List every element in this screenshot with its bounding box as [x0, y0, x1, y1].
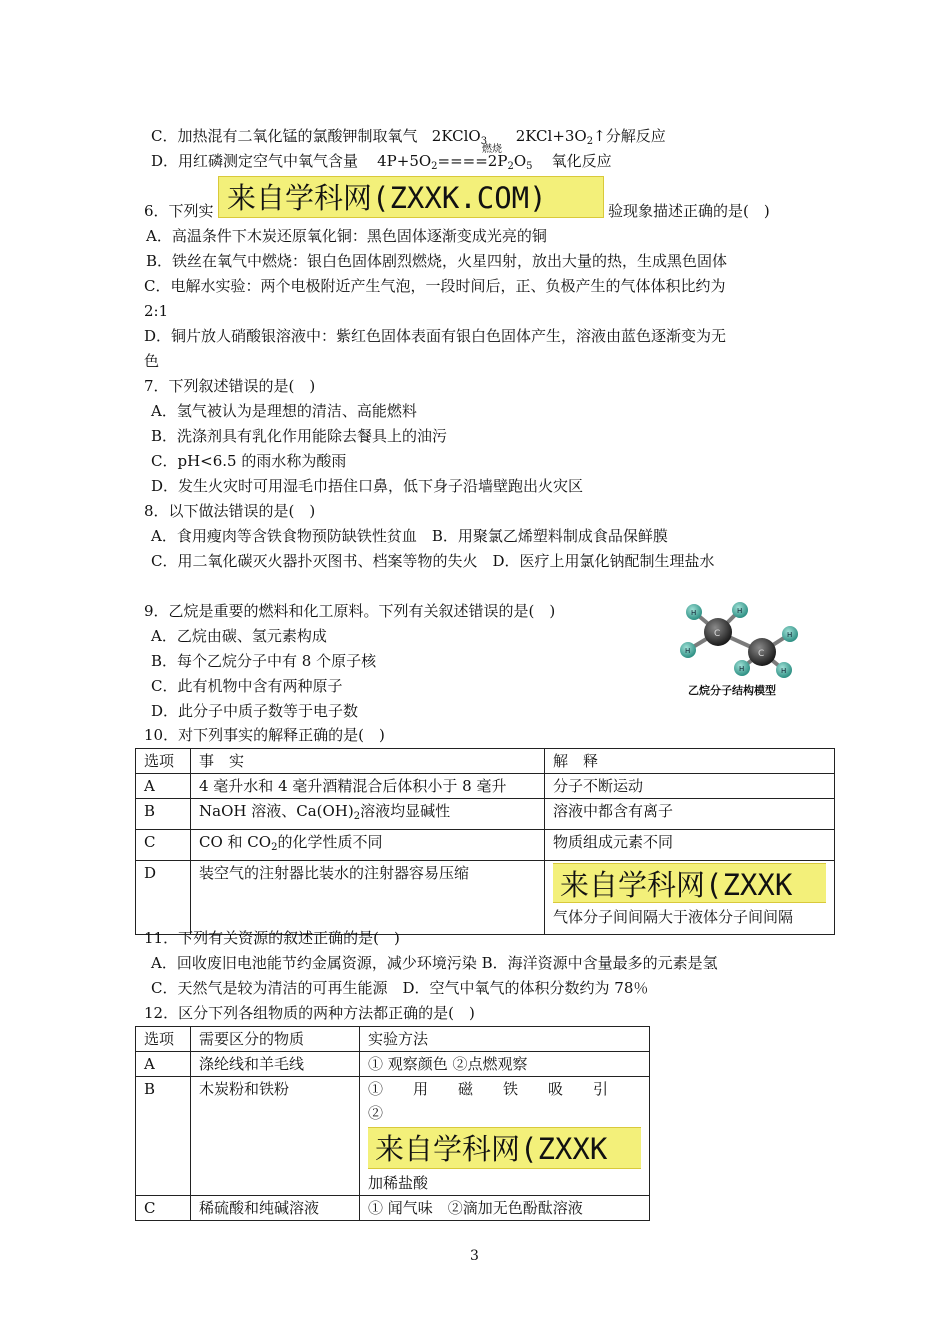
q6-option-a: A．高温条件下木炭还原氧化铜：黑色固体逐渐变成光亮的铜	[146, 227, 547, 245]
hydrogen-atom	[732, 602, 748, 618]
svg-text:H: H	[737, 607, 743, 615]
q9-option-a: A．乙烷由碳、氢元素构成	[151, 627, 327, 645]
q6-option-b: B．铁丝在氧气中燃烧：银白色固体剧烈燃烧，火星四射，放出大量的热，生成黑色固体	[146, 252, 728, 270]
ethane-molecule-figure	[672, 600, 812, 682]
q6-option-d-cont: 色	[144, 352, 160, 370]
q5-condition-label: 燃烧	[482, 144, 502, 155]
table-header: 实验方法	[360, 1027, 650, 1052]
table-header: 事 实	[191, 749, 545, 774]
carbon-atom	[704, 618, 732, 646]
table-cell: B	[136, 1077, 191, 1196]
page-number: 3	[470, 1248, 479, 1264]
table-row	[136, 1196, 650, 1221]
table-row	[136, 830, 835, 861]
table-row	[136, 1077, 650, 1196]
q6-option-c-cont: 2:1	[144, 302, 169, 320]
svg-text:H: H	[691, 609, 697, 617]
q7-option-d: D．发生火灾时可用湿毛巾捂住口鼻，低下身子沿墙壁跑出火灾区	[151, 477, 584, 495]
svg-text:C: C	[758, 649, 765, 659]
table-header-row	[136, 1027, 650, 1052]
q7-option-c: C．pH<6.5 的雨水称为酸雨	[151, 452, 347, 470]
q7-option-b: B．洗涤剂具有乳化作用能除去餐具上的油污	[151, 427, 448, 445]
q9-option-c: C．此有机物中含有两种原子	[151, 677, 343, 695]
table-cell: 分子不断运动	[545, 774, 835, 799]
q9-option-b: B．每个乙烷分子中有 8 个原子核	[151, 652, 377, 670]
hydrogen-atom	[734, 660, 750, 676]
q5-option-c: C．加热混有二氧化锰的氯酸钾制取氧气 2KClO$_3$ $2KCl+3O_2↑$分解反应	[151, 127, 666, 147]
table-cell: 溶液中都含有离子	[545, 799, 835, 830]
q7-stem: 7．下列叙述错误的是( )	[144, 377, 316, 395]
q6-stem-end: 验现象描述正确的是( )	[608, 202, 770, 220]
table-cell: 稀硫酸和纯碱溶液	[191, 1196, 360, 1221]
hydrogen-atom	[686, 604, 702, 620]
table-cell: A	[136, 1052, 191, 1077]
table-cell: D	[136, 861, 191, 935]
table-cell: ① 用 磁 铁 吸 引 ② 来自学科网(ZXXK 加稀盐酸	[360, 1077, 650, 1196]
table-header: 需要区分的物质	[191, 1027, 360, 1052]
q6-option-d: D．铜片放人硝酸银溶液中：紫红色固体表面有银白色固体产生，溶液由蓝色逐渐变为无	[144, 327, 727, 345]
table-row	[136, 799, 835, 830]
svg-text:H: H	[787, 631, 793, 639]
watermark-banner: 来自学科网(ZXXK	[553, 863, 826, 903]
svg-text:C: C	[714, 629, 721, 639]
hydrogen-atom	[776, 662, 792, 678]
q8-options-cd: C．用二氧化碳灭火器扑灭图书、档案等物的失火 D．医疗上用氯化钠配制生理盐水	[151, 552, 715, 570]
svg-text:H: H	[739, 665, 745, 673]
q11-options-cd: C．天然气是较为清洁的可再生能源 D．空气中氧气的体积分数约为 78％	[151, 979, 649, 997]
q5-option-d: D．用红磷测定空气中氧气含量 $4P+5O_2====2P_2O_5$ 氧化反应	[151, 152, 612, 172]
table-cell: C	[136, 830, 191, 861]
q11-options-ab: A．回收废旧电池能节约金属资源，减少环境污染 B．海洋资源中含量最多的元素是氢	[151, 954, 718, 972]
svg-text:H: H	[781, 667, 787, 675]
table-cell: ① 闻气味 ②滴加无色酚酞溶液	[360, 1196, 650, 1221]
svg-text:H: H	[685, 647, 691, 655]
q11-stem: 11．下列有关资源的叙述正确的是( )	[144, 929, 400, 947]
q12-stem: 12．区分下列各组物质的两种方法都正确的是( )	[144, 1004, 475, 1022]
table-cell: C	[136, 1196, 191, 1221]
q10-stem: 10．对下列事实的解释正确的是( )	[144, 726, 385, 744]
q9-stem: 9．乙烷是重要的燃料和化工原料。下列有关叙述错误的是( )	[144, 602, 556, 620]
q6-option-c: C．电解水实验：两个电极附近产生气泡，一段时间后，正、负极产生的气体体积比约为	[144, 277, 726, 295]
table-cell: 4 毫升水和 4 毫升酒精混合后体积小于 8 毫升	[191, 774, 545, 799]
table-cell: NaOH 溶液、$Ca(OH)_2$溶液均显碱性	[191, 799, 545, 830]
table-cell: 涤纶线和羊毛线	[191, 1052, 360, 1077]
q8-options-ab: A．食用瘦肉等含铁食物预防缺铁性贫血 B．用聚氯乙烯塑料制成食品保鲜膜	[151, 527, 668, 545]
table-header: 选项	[136, 749, 191, 774]
q10-table	[135, 748, 835, 935]
q9-option-d: D．此分子中质子数等于电子数	[151, 702, 359, 720]
table-header: 选项	[136, 1027, 191, 1052]
table-header: 解 释	[545, 749, 835, 774]
table-cell: A	[136, 774, 191, 799]
table-cell: 物质组成元素不同	[545, 830, 835, 861]
ethane-figure-caption: 乙烷分子结构模型	[688, 684, 776, 697]
table-cell: 装空气的注射器比装水的注射器容易压缩	[191, 861, 545, 935]
table-cell: ① 观察颜色 ②点燃观察	[360, 1052, 650, 1077]
table-row	[136, 861, 835, 935]
table-cell: B	[136, 799, 191, 830]
table-cell: 木炭粉和铁粉	[191, 1077, 360, 1196]
hydrogen-atom	[680, 642, 696, 658]
table-row	[136, 1052, 650, 1077]
hydrogen-atom	[782, 626, 798, 642]
q7-option-a: A．氢气被认为是理想的清洁、高能燃料	[151, 402, 417, 420]
table-cell: 来自学科网(ZXXK 气体分子间间隔大于液体分子间间隔	[545, 861, 835, 935]
q8-stem: 8．以下做法错误的是( )	[144, 502, 316, 520]
watermark-banner: 来自学科网(ZXXK.COM)	[218, 176, 604, 218]
q6-stem-start: 6．下列实	[144, 202, 214, 220]
carbon-atom	[748, 638, 776, 666]
table-header-row	[136, 749, 835, 774]
q12-table	[135, 1026, 650, 1221]
table-cell: CO 和 $CO_2$的化学性质不同	[191, 830, 545, 861]
table-row	[136, 774, 835, 799]
watermark-banner: 来自学科网(ZXXK	[368, 1127, 641, 1169]
